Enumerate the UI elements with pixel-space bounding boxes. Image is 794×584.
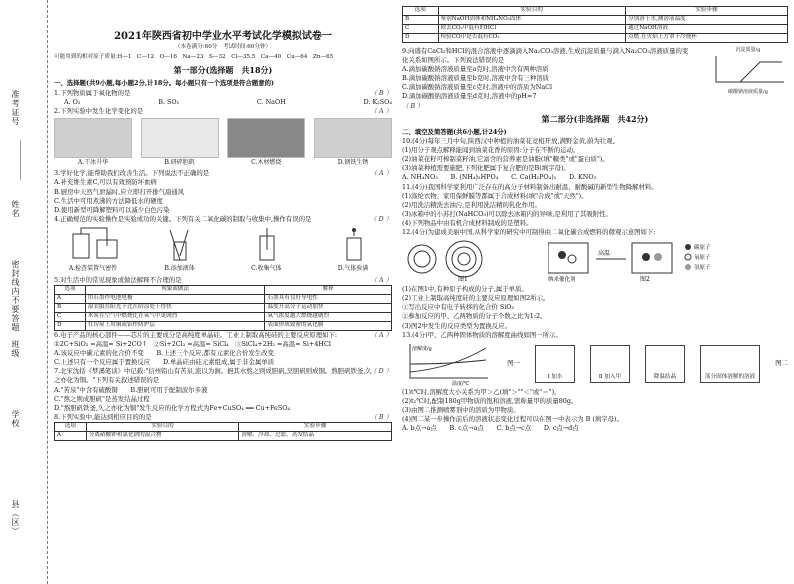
q1-stem: 1.下列物质属于氧化物的是 [54, 88, 131, 97]
q7-line: A."苦泉"中含有硫酸铜 B.胆矾可用于配制波尔多液 [54, 385, 208, 394]
beaker-4 [700, 345, 760, 383]
solubility-curve [402, 342, 492, 386]
table-cell: A [55, 295, 86, 304]
table-header: 选项 [403, 7, 439, 16]
table-row [55, 304, 392, 313]
table-header: 实验步骤 [239, 422, 392, 431]
table-row [403, 34, 788, 43]
q13-line: (1)t℃时,溶解度大小关系为甲＞乙(填"＞""＜"或"＝")。 [402, 387, 561, 396]
collect-gas-diagram [236, 226, 296, 262]
q12-catalyst: 纳米催化剂 [548, 277, 576, 284]
q1-option: C. NaOH [256, 97, 286, 106]
q4-image [141, 226, 219, 274]
legend-item: 氢原子 [694, 265, 711, 272]
exam-subtitle: （本卷满分:60分 考试时间:60分钟） [174, 44, 272, 51]
q13-xlabel: 温度/℃ [452, 380, 470, 386]
q9-graph-ylabel: 沉淀质量/g [735, 47, 761, 53]
q13-line: (4)图二某一步操作前后的溶液状态变化过程可以在图一中表示为 B (填字母)。 [402, 414, 623, 423]
dry-ice-photo [54, 118, 132, 158]
table-header-row [55, 422, 392, 431]
table-header-row [403, 7, 788, 16]
q4-image [54, 226, 132, 274]
q9-line: B.滴加碳酸钠溶液质量至b克时,溶液中含有三种溶质 [402, 74, 550, 83]
question-7 [54, 367, 392, 412]
q3-line: C.生活中可用煮沸的方法降低水的硬度 [54, 196, 163, 205]
q9-answer: （ B ） [402, 101, 424, 110]
atomic-masses: 可能用到的相对原子质量:H—1 C—12 O—16 Na—23 S—32 Cl—35.5 Ca—40 Cu—64 Zn—65 [54, 54, 334, 61]
table-cell: 表面形成致密的氧化膜 [265, 322, 392, 331]
q9-line: C.滴加碳酸钠溶液质量至c克时,溶液中的溶质为NaCl [402, 83, 553, 92]
q2-caption: C.木材燃烧 [251, 158, 282, 166]
q9-line: 9.向盛有CaCl₂和HCl的混合溶液中逐滴滴入Na₂CO₃溶液,生成沉淀质量与滴入Na₂CO₃溶液质量的变化关系如图所示。下列说法错误的是 [402, 47, 689, 65]
q5-table [54, 285, 392, 331]
q13-line: A. b点→a点 B. c点→a点 C. b点→c点 D. c点→d点 [402, 424, 579, 433]
q12-condition: 高温 [598, 250, 611, 258]
table-cell: 鉴别NaOH固体和NH₄NO₃固体 [438, 16, 626, 25]
rust-photo [314, 118, 392, 158]
table-cell: D [403, 34, 439, 43]
table-row [403, 16, 788, 25]
q6-line: C.上述只有一个反应属于置换反应 D.单晶硅由硅元素组成,属于非金属单质 [54, 358, 275, 367]
question-1 [54, 89, 392, 98]
q3-answer: （ A ） [370, 169, 392, 178]
q12-after-line: ①写出反应中有电子转移的化合价 SiO₂ [402, 303, 515, 312]
q12-after-line: ②参加反应的甲、乙两物质的分子个数之比为1:2。 [402, 312, 547, 321]
q10-line: (3)油菜种植需要施肥,下列化肥属于复合肥的是B(填字母)。 [402, 164, 570, 173]
cut-paper-photo [141, 118, 219, 158]
question-6 [54, 331, 392, 367]
q2-caption: D.钢铁生锈 [337, 158, 369, 166]
q5-answer: （ A ） [370, 275, 392, 284]
table-cell: 氧气浓度越大燃烧越剧烈 [265, 313, 392, 322]
question-10 [402, 137, 788, 182]
table-row [55, 313, 392, 322]
table-header: 选项 [55, 422, 87, 431]
q6-line: 6.电子产品的核心部件——芯片的主要成分是高纯度单晶硅。工业上制取高纯硅的主要反应原理如下: [54, 331, 338, 339]
q10-line: (2)油菜花籽可榨制菜籽油,它富含的营养素是油脂(填"糖类"或"蛋白质")。 [402, 155, 609, 164]
binding-label-name: 姓名 [11, 200, 20, 218]
q13-line: 13.(4分)甲、乙两种固体物质的溶解度曲线如图一所示。 [402, 330, 562, 339]
q2-caption: A.干冰升华 [77, 158, 109, 166]
q12-after-line: (2)工业上制取高纯度硅的主要反应原理如图2所示。 [402, 294, 550, 303]
precipitate-graph [710, 54, 786, 86]
q5-stem: 5.对生活中的常见现象或做法解释不合理的是 [54, 275, 182, 284]
add-liquid-diagram [150, 226, 210, 262]
beaker-1 [535, 345, 575, 383]
question-8 [54, 413, 392, 422]
q1-answer: （ B ） [370, 88, 392, 97]
table-cell: 石墨具有良好导电性 [265, 295, 392, 304]
exam-title: 2021年陕西省初中学业水平考试化学模拟试卷一 [114, 31, 332, 42]
q1-option: A. O₂ [64, 97, 81, 106]
q8-table [54, 422, 392, 441]
beaker-2 [590, 345, 630, 383]
q2-answer: （ A ） [370, 106, 392, 115]
table-cell: 温度升高分子运动加快 [265, 304, 392, 313]
q2-images [54, 118, 392, 168]
q4-stem: 4.正确规范的实验操作是实验成功的关键。下列有关二氧化碳的制取与收集中,操作有误的是 [54, 214, 312, 223]
q8-answer: （ B ） [370, 412, 392, 421]
question-12 [402, 228, 788, 331]
q11-line: (1)涤纶衣物、家用保鲜膜等都属于合成材料(填"合成"或"天然")。 [402, 191, 588, 200]
table-row [55, 322, 392, 331]
q3-line: 3.学好化学,能帮助我们改善生活。下列说法不正确的是 [54, 169, 210, 178]
table-cell: A [55, 431, 87, 440]
q10-line: (1)用分子观点解释能闻到油菜花香的原因:分子在不断的运动。 [402, 146, 580, 155]
part1-heading: 第一部分(选择题 共18分) [173, 65, 273, 76]
q13-fig2-label: 图二 [775, 359, 788, 368]
q11-line: (2)用洗洁精洗去油污,是利用洗洁精的乳化作用。 [402, 200, 541, 209]
table-header: 现象或做法 [85, 286, 265, 295]
binding-warning: 密封线内不要答题 [11, 260, 20, 332]
table-cell: 检验CO中是否混有CO₂ [438, 34, 626, 43]
legend-item: 碳原子 [694, 245, 711, 252]
question-2 [54, 107, 392, 116]
binding-label-school: 学校 [11, 410, 20, 428]
q9-line: A.滴加碳酸钠溶液质量至a克时,溶液中含有两种溶质 [402, 65, 549, 74]
q2-image [54, 118, 132, 168]
q4-image [227, 226, 305, 274]
table-header: 实验步骤 [626, 7, 788, 16]
q2-image [227, 118, 305, 168]
q12-fig2-label: 图2 [640, 276, 650, 284]
table-cell: 分离硝酸钾和氯化钠的混合物 [86, 431, 239, 440]
table-cell: C [55, 313, 86, 322]
q9-line: D.滴加碳酸钠溶液质量至d克时,溶液中的pH=7 [402, 92, 537, 101]
binding-line [20, 140, 21, 180]
q13-step: Ⅱ 加入甲 [598, 373, 622, 380]
table-row [55, 295, 392, 304]
question-9-wrap [402, 47, 788, 111]
airtight-check-diagram [63, 226, 123, 262]
q10-line: A. NH₄NO₃ B. (NH₄)₂HPO₄ C. Ca(H₂PO₄)₂ D. KNO₃ [402, 173, 597, 182]
q4-caption: D.气体验满 [337, 265, 369, 273]
q4-caption: A.检查装置气密性 [68, 265, 118, 273]
q12-figures [402, 239, 788, 283]
wood-burning-photo [227, 118, 305, 158]
legend-item: 氧原子 [694, 255, 711, 262]
q12-line: 12.(4分)为建成美丽中国,从科学家的研究中可制得由二氧化碳合成燃料的微观示意图如下: [402, 228, 656, 237]
q6-line: ①2C+SiO₂ =高温= Si+2CO↑ ②Si+2Cl₂ =高温= SiCl₄ ③SiCl₄+2H₂ =高温= Si+4HCl [54, 340, 331, 349]
binding-label-id: 准考证号 [11, 90, 20, 126]
table-header: 实验目的 [86, 422, 239, 431]
q2-stem: 2.下列实验中发生化学变化的是 [54, 106, 144, 115]
table-cell: C [403, 25, 439, 34]
q4-image [314, 226, 392, 274]
atom-structure-figure [402, 239, 522, 283]
q6-answer: （ A ） [370, 331, 392, 339]
q2-image [141, 118, 219, 168]
table-cell: 点燃,在火焰上方罩干冷烧杯 [626, 34, 788, 43]
q7-line: 7.北宋沈括《梦溪笔谈》中记载:"信州铅山有苦泉,流以为涧。挹其水熬之则成胆矾,烹胆矾则成铜。熬胆矾铁釜,久之亦化为铜。"下列有关叙述错误的是 [54, 367, 372, 385]
q2-image [314, 118, 392, 168]
table-cell: 木炭在空气中燃烧比在氧气中更剧烈 [85, 313, 265, 322]
q10-line: 10.(4分)每年三月中旬,陕西汉中种植的油菜花竞相开放,满野金黄,蔚为壮观。 [402, 137, 620, 146]
left-column [54, 6, 392, 580]
table-cell: 湿衣服在阳光下比在阴凉处干得快 [85, 304, 265, 313]
table-row [55, 431, 392, 440]
section2-heading: 二、填空及简答题(共6小题,计24分) [402, 128, 507, 137]
q6-line: A.该反应中碳元素的化合价不变 B.上述三个反应,都有元素化合价发生改变 [54, 349, 274, 358]
q13-line: (2)t₂℃时,配制180g甲物质的饱和溶液,需称量甲的质量80g。 [402, 396, 578, 405]
q13-figures [402, 342, 788, 386]
q7-line: C."熬之则成胆矾"是蒸发结晶过程 [54, 394, 150, 403]
q11-line: (4)下列物品中由有机合成材料制成的是塑料。 [402, 218, 533, 227]
q3-line: A.补充维生素C,可以有效预防坏血病 [54, 178, 157, 187]
table-cell: B [55, 304, 86, 313]
q3-line: D.使用新型可降解塑料可以减少白色污染 [54, 205, 170, 214]
q13-step: Ⅰ 加水 [547, 373, 563, 380]
q11-line: 11.(4分)我国科学家利用广泛存在的高分子材料制备出耐温、耐酸碱的新型生物降解材料。 [402, 182, 658, 191]
q4-caption: B.添加液体 [164, 265, 195, 273]
q4-images [54, 226, 392, 274]
question-9 [402, 47, 708, 111]
q13-fig1-label: 图一 [507, 359, 520, 368]
table-cell: 分别溶于水,测溶液温度 [626, 16, 788, 25]
q8-table-continued [402, 6, 788, 43]
table-row [403, 25, 788, 34]
q7-answer: （ D ） [370, 367, 392, 376]
q11-line: (3)冰箱中的小苏打(NaHCO₃)可以除去冰箱内的异味,是利用了其吸附性。 [402, 209, 612, 218]
section1-heading: 一、选择题(共9小题,每小题2分,计18分。每小题只有一个选项是符合题意的) [54, 79, 275, 88]
q13-ylabel: 溶解度/g [412, 345, 432, 352]
table-cell: 在房屋上用铜或铝作防护层 [85, 322, 265, 331]
q1-options [54, 98, 392, 107]
table-header-row [55, 286, 392, 295]
q8-stem: 8.下列实验中,能达到相应目的的是 [54, 412, 152, 421]
q7-line: D."熬胆矾铁釜,久之亦化为铜"发生反应的化学方程式为Fe+CuSO₄ ══ Cu+FeSO₄ [54, 403, 290, 412]
part2-heading: 第二部分(非选择题 共42分) [541, 113, 649, 124]
q12-after-line: (1)在图1中,有种原子构成的分子,属于单质。 [402, 285, 528, 294]
reaction-micro-figure [548, 239, 788, 283]
beaker-3 [645, 345, 685, 383]
q4-caption: C.收集气体 [251, 265, 282, 273]
binding-label-county: 县（区） [11, 500, 20, 536]
right-column [402, 6, 788, 580]
question-5 [54, 276, 392, 285]
table-cell: 用石墨作电池电极 [85, 295, 265, 304]
table-header: 解释 [265, 286, 392, 295]
table-cell: 除去CO₂中混有的HCl [438, 25, 626, 34]
table-header: 实验目的 [438, 7, 626, 16]
question-11 [402, 183, 788, 228]
question-3 [54, 169, 392, 214]
q1-option: B. SO₂ [158, 97, 180, 106]
question-4 [54, 215, 392, 224]
q13-step: 部分固体溶解的溶液 [704, 373, 756, 380]
q13-line: (3)由图二推测喷雾剂中的溶质为甲物质。 [402, 405, 520, 414]
q2-caption: B.研碎胆矾 [164, 158, 195, 166]
q1-option: D. K₂SO₄ [363, 97, 392, 106]
table-cell: D [55, 322, 86, 331]
table-header: 选项 [55, 286, 86, 295]
q3-line: B.厨房中天然气泄漏时,应立即打开排气扇通风 [54, 187, 185, 196]
q12-after-line: (3)图2中发生的反应类型为置换反应。 [402, 321, 511, 330]
question-13 [402, 331, 788, 434]
table-cell: B [403, 16, 439, 25]
q4-answer: （ D ） [370, 214, 392, 223]
table-cell: 溶解、冷却、过滤、蒸发结晶 [239, 431, 392, 440]
q9-graph-xlabel: 碳酸钠溶液质量/g [728, 89, 768, 96]
gas-test-diagram [323, 226, 383, 262]
q13-step: 降温结晶 [653, 373, 677, 380]
q9-graph [708, 47, 788, 111]
q12-fig1-label: 图1 [458, 276, 468, 284]
binding-label-class: 班级 [11, 340, 20, 358]
binding-margin [0, 0, 48, 584]
table-cell: 通过NaOH溶液 [626, 25, 788, 34]
